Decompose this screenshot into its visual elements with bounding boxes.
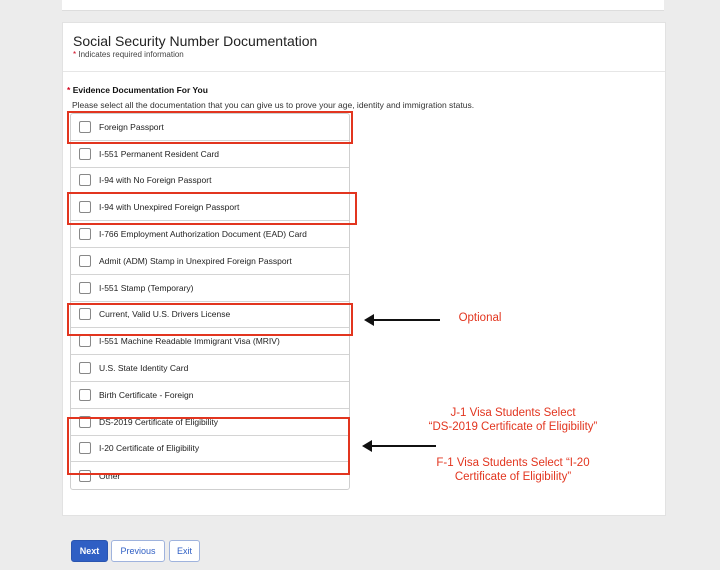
option-label: I-766 Employment Authorization Document (EAD) Card xyxy=(99,229,307,240)
j1-annotation-line2: “DS-2019 Certificate of Eligibility” xyxy=(428,421,598,433)
option-label: Current, Valid U.S. Drivers License xyxy=(99,309,231,320)
option-i94-unexpired-foreign-passport[interactable] xyxy=(71,194,349,221)
checkbox[interactable] xyxy=(79,362,91,374)
checkbox[interactable] xyxy=(79,282,91,294)
j1-annotation-line1: J-1 Visa Students Select xyxy=(450,407,576,419)
card-divider xyxy=(63,71,665,72)
option-i766-ead-card[interactable] xyxy=(71,221,349,248)
checkbox[interactable] xyxy=(79,174,91,186)
option-other[interactable] xyxy=(71,462,349,489)
documentation-options-list xyxy=(70,113,350,490)
option-i551-permanent-resident-card[interactable] xyxy=(71,141,349,168)
option-label: I-551 Permanent Resident Card xyxy=(99,148,220,159)
checkbox[interactable] xyxy=(79,308,91,320)
option-label: I-551 Machine Readable Immigrant Visa (MRIV) xyxy=(99,336,280,347)
checkbox[interactable] xyxy=(79,470,91,482)
checkbox[interactable] xyxy=(79,335,91,347)
option-label: U.S. State Identity Card xyxy=(99,363,189,374)
option-i551-mriv[interactable] xyxy=(71,328,349,355)
checkbox[interactable] xyxy=(79,148,91,160)
f1-annotation-line2: Certificate of Eligibility” xyxy=(454,471,572,483)
option-us-state-identity-card[interactable] xyxy=(71,355,349,382)
checkbox[interactable] xyxy=(79,228,91,240)
option-label: Admit (ADM) Stamp in Unexpired Foreign Passport xyxy=(99,255,292,266)
option-ds2019-certificate[interactable] xyxy=(71,409,349,436)
required-note-text: Indicates required information xyxy=(78,50,184,59)
required-star: * xyxy=(73,50,77,59)
checkbox[interactable] xyxy=(79,389,91,401)
option-label: Other xyxy=(99,470,121,481)
optional-annotation: Optional xyxy=(458,312,502,324)
option-us-drivers-license[interactable] xyxy=(71,302,349,329)
checkbox[interactable] xyxy=(79,121,91,133)
previous-button[interactable]: Previous xyxy=(111,540,165,562)
arrow-left-icon xyxy=(372,319,440,321)
arrow-left-icon xyxy=(370,445,436,447)
option-label: Foreign Passport xyxy=(99,121,164,132)
exit-button[interactable]: Exit xyxy=(169,540,200,562)
f1-annotation xyxy=(398,456,628,484)
checkbox[interactable] xyxy=(79,201,91,213)
option-label: I-94 with Unexpired Foreign Passport xyxy=(99,202,240,213)
option-label: I-551 Stamp (Temporary) xyxy=(99,282,194,293)
option-i94-no-foreign-passport[interactable] xyxy=(71,168,349,195)
evidence-label-text: Evidence Documentation For You xyxy=(72,85,208,95)
option-label: I-94 with No Foreign Passport xyxy=(99,175,212,186)
card-title: Social Security Number Documentation xyxy=(73,33,318,49)
checkbox[interactable] xyxy=(79,442,91,454)
evidence-label xyxy=(67,85,208,95)
option-label: DS-2019 Certificate of Eligibility xyxy=(99,416,219,427)
previous-section-card xyxy=(62,0,664,11)
option-i551-stamp-temporary[interactable] xyxy=(71,275,349,302)
option-birth-certificate-foreign[interactable] xyxy=(71,382,349,409)
next-button[interactable]: Next xyxy=(71,540,108,562)
evidence-instructions: Please select all the documentation that you can give us to prove your age, identity and immigration status. xyxy=(72,100,475,110)
required-note xyxy=(73,50,184,59)
option-foreign-passport[interactable] xyxy=(71,114,349,141)
checkbox[interactable] xyxy=(79,416,91,428)
j1-annotation xyxy=(398,406,628,434)
option-label: I-20 Certificate of Eligibility xyxy=(99,443,200,454)
evidence-required-star: * xyxy=(67,85,71,95)
option-label: Birth Certificate - Foreign xyxy=(99,389,194,400)
option-adm-stamp[interactable] xyxy=(71,248,349,275)
option-i20-certificate[interactable] xyxy=(71,436,349,463)
checkbox[interactable] xyxy=(79,255,91,267)
f1-annotation-line1: F-1 Visa Students Select “I-20 xyxy=(436,457,590,469)
